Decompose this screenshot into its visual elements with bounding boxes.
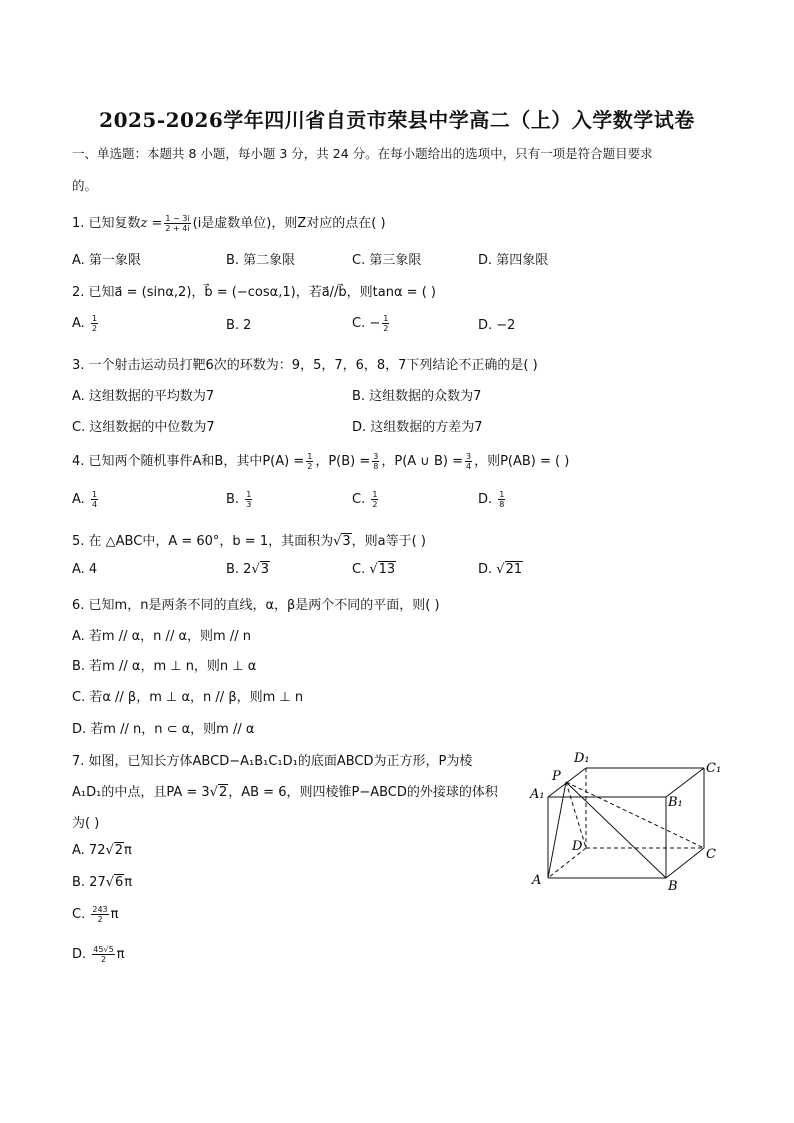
q7-option-a [72, 843, 132, 858]
q5-option-c [352, 562, 396, 577]
q4-option-d [478, 490, 507, 509]
q4-part-2: ，P(B) = [315, 454, 371, 469]
q4-a-den: 4 [91, 500, 98, 509]
q4-d-label: D. [478, 492, 493, 507]
q3-option-a: A. 这组数据的平均数为7 [72, 389, 215, 404]
q4-d-den: 8 [499, 500, 505, 509]
q7-a-tail: π [124, 843, 132, 858]
q1-prefix: 1. 已知复数 [72, 216, 141, 231]
q1-denominator: 2 + 4i [165, 224, 190, 233]
label-b: B [668, 879, 678, 894]
q1-fraction [164, 214, 190, 233]
q4-c-fraction [371, 490, 378, 509]
q4-pab-fraction [465, 452, 472, 471]
q7-option-d [72, 945, 125, 964]
q4-c-label: C. [352, 492, 366, 507]
question-2: 2. 已知a⃗ = (sinα,2)，b⃗ = (−cosα,1)，若a⃗//b⃗，则tanα = ( ) [72, 285, 436, 300]
q5-part-1: 5. 在 △ABC中，A = 60°，b = 1，其面积为√ [72, 534, 342, 549]
q2-c-den: 2 [383, 324, 389, 333]
q4-part-4: ，则P(AB) = ( ) [474, 454, 570, 469]
q1-numerator: 1 − 3i [165, 214, 190, 223]
q2-option-d: D. −2 [478, 318, 516, 333]
q7-d-fraction [92, 945, 114, 964]
q1-option-c: C. 第三象限 [352, 253, 422, 268]
q4-option-a [72, 490, 100, 509]
q5-option-a: A. 4 [72, 562, 98, 577]
q2-option-c-label: C. − [352, 316, 381, 331]
q7-a-radicand: 2 [114, 843, 124, 858]
q5-b-radicand: 3 [260, 562, 270, 577]
q4-a-num: 1 [91, 490, 98, 499]
q4-b-label: B. [226, 492, 240, 507]
q2-option-b: B. 2 [226, 318, 252, 333]
question-7-line-2 [72, 781, 498, 800]
q7-d-label: D. [72, 947, 87, 962]
question-3: 3. 一个射击运动员打靶6次的环数为：9，5，7，6，8，7下列结论不正确的是( ) [72, 358, 538, 373]
label-c1: C₁ [706, 761, 722, 776]
q2-option-a-label: A. [72, 316, 85, 331]
q4-pa-fraction [306, 452, 313, 471]
q7-b-label: B. 27√ [72, 875, 115, 890]
label-p: P [552, 769, 561, 784]
q4-pb-num: 3 [373, 452, 379, 461]
q7-option-c [72, 905, 118, 924]
edge-p-a [548, 782, 566, 878]
q5-c-radicand: 13 [378, 562, 396, 577]
q7-radicand: 2 [218, 785, 228, 800]
label-d1: D₁ [574, 751, 590, 766]
q7-c-tail: π [110, 907, 119, 922]
q2-option-a [72, 314, 100, 333]
q5-c-label: C. √ [352, 562, 378, 577]
q7-d-den: 2 [100, 955, 107, 964]
q6-option-a: A. 若m // α，n // α，则m // n [72, 629, 251, 644]
q7-d-num: 45√5 [93, 945, 114, 954]
q4-option-b [226, 490, 254, 509]
q1-z: z = [140, 216, 163, 231]
question-7-line-1: 7. 如图，已知长方体ABCD−A₁B₁C₁D₁的底面ABCD为正方形，P为棱 [72, 754, 473, 769]
label-a: A [532, 873, 542, 888]
q7-b-radicand: 6 [115, 875, 124, 890]
question-7-line-3: 为( ) [72, 816, 100, 831]
question-4 [72, 450, 569, 471]
q7-line-2a: A₁D₁的中点，且PA = 3√ [72, 785, 218, 800]
q4-pb-den: 8 [373, 462, 379, 471]
q5-d-radicand: 21 [505, 562, 523, 577]
q4-b-fraction [245, 490, 252, 509]
q3-option-d: D. 这组数据的方差为7 [352, 420, 483, 435]
section-heading-line-2: 的。 [72, 178, 98, 193]
label-a1: A₁ [530, 787, 545, 802]
q2-c-num: 1 [383, 314, 389, 323]
q4-option-c [352, 490, 380, 509]
section-heading-line-1: 一、单选题：本题共 8 小题，每小题 3 分，共 24 分。在每小题给出的选项中，只有一项是符合题目要求 [72, 146, 653, 161]
q5-option-d [478, 562, 523, 577]
q4-c-num: 1 [372, 490, 378, 499]
q5-d-label: D. √ [478, 562, 505, 577]
q4-pb-fraction [372, 452, 379, 471]
q7-c-den: 2 [97, 915, 103, 924]
q4-a-fraction [91, 490, 98, 509]
question-5 [72, 530, 426, 549]
q4-b-den: 3 [246, 500, 252, 509]
q1-suffix: (i是虚数单位)，则Z对应的点在( ) [192, 216, 386, 231]
q7-c-fraction [91, 905, 108, 924]
section-heading [72, 138, 732, 202]
q1-option-a: A. 第一象限 [72, 253, 141, 268]
q4-pa-num: 1 [307, 452, 313, 461]
q4-part-3: ，P(A ∪ B) = [381, 454, 463, 469]
q5-option-b [226, 562, 270, 577]
label-d: D [572, 839, 583, 854]
q4-d-fraction [498, 490, 505, 509]
q5-radicand: 3 [342, 534, 351, 549]
q4-pa-den: 2 [307, 462, 313, 471]
q4-b-num: 1 [246, 490, 252, 499]
edge-c-b [666, 848, 704, 878]
page-title: 2025-2026学年四川省自贡市荣县中学高二（上）入学数学试卷 [99, 108, 695, 132]
edge-c1-b1 [666, 768, 704, 797]
q4-d-num: 1 [499, 490, 505, 499]
q7-c-num: 243 [92, 905, 108, 914]
q5-b-label: B. 2√ [226, 562, 260, 577]
q7-line-2b: ，AB = 6，则四棱锥P−ABCD的外接球的体积 [228, 785, 498, 800]
q1-option-d: D. 第四象限 [478, 253, 549, 268]
q3-option-b: B. 这组数据的众数为7 [352, 389, 482, 404]
label-c: C [706, 847, 716, 862]
q2-option-c [352, 314, 391, 333]
q6-option-c: C. 若α // β，m ⊥ α，n // β，则m ⊥ n [72, 690, 304, 705]
q6-option-d: D. 若m // n，n ⊂ α，则m // α [72, 722, 255, 737]
q2-a-den: 2 [91, 324, 98, 333]
prism-figure [520, 740, 730, 900]
q2-a-num: 1 [91, 314, 98, 323]
q7-d-tail: π [116, 947, 125, 962]
q2-option-c-fraction [382, 314, 389, 333]
q7-option-b [72, 875, 132, 890]
q4-pab-den: 4 [465, 462, 472, 471]
q2-option-a-fraction [91, 314, 98, 333]
question-1 [72, 212, 386, 233]
question-6: 6. 已知m，n是两条不同的直线，α，β是两个不同的平面，则( ) [72, 598, 440, 613]
q6-option-b: B. 若m // α，m ⊥ n，则n ⊥ α [72, 659, 257, 674]
q4-part-1: 4. 已知两个随机事件A和B，其中P(A) = [72, 454, 305, 469]
edge-p-c-hidden [566, 782, 704, 848]
q4-pab-num: 3 [465, 452, 472, 461]
q7-b-tail: π [124, 875, 133, 890]
q3-option-c: C. 这组数据的中位数为7 [72, 420, 215, 435]
q5-part-2: ，则a等于( ) [351, 534, 426, 549]
q1-option-b: B. 第二象限 [226, 253, 296, 268]
q4-c-den: 2 [372, 500, 378, 509]
q4-a-label: A. [72, 492, 85, 507]
label-b1: B₁ [668, 795, 683, 810]
q7-c-label: C. [72, 907, 86, 922]
q7-a-label: A. 72√ [72, 843, 114, 858]
